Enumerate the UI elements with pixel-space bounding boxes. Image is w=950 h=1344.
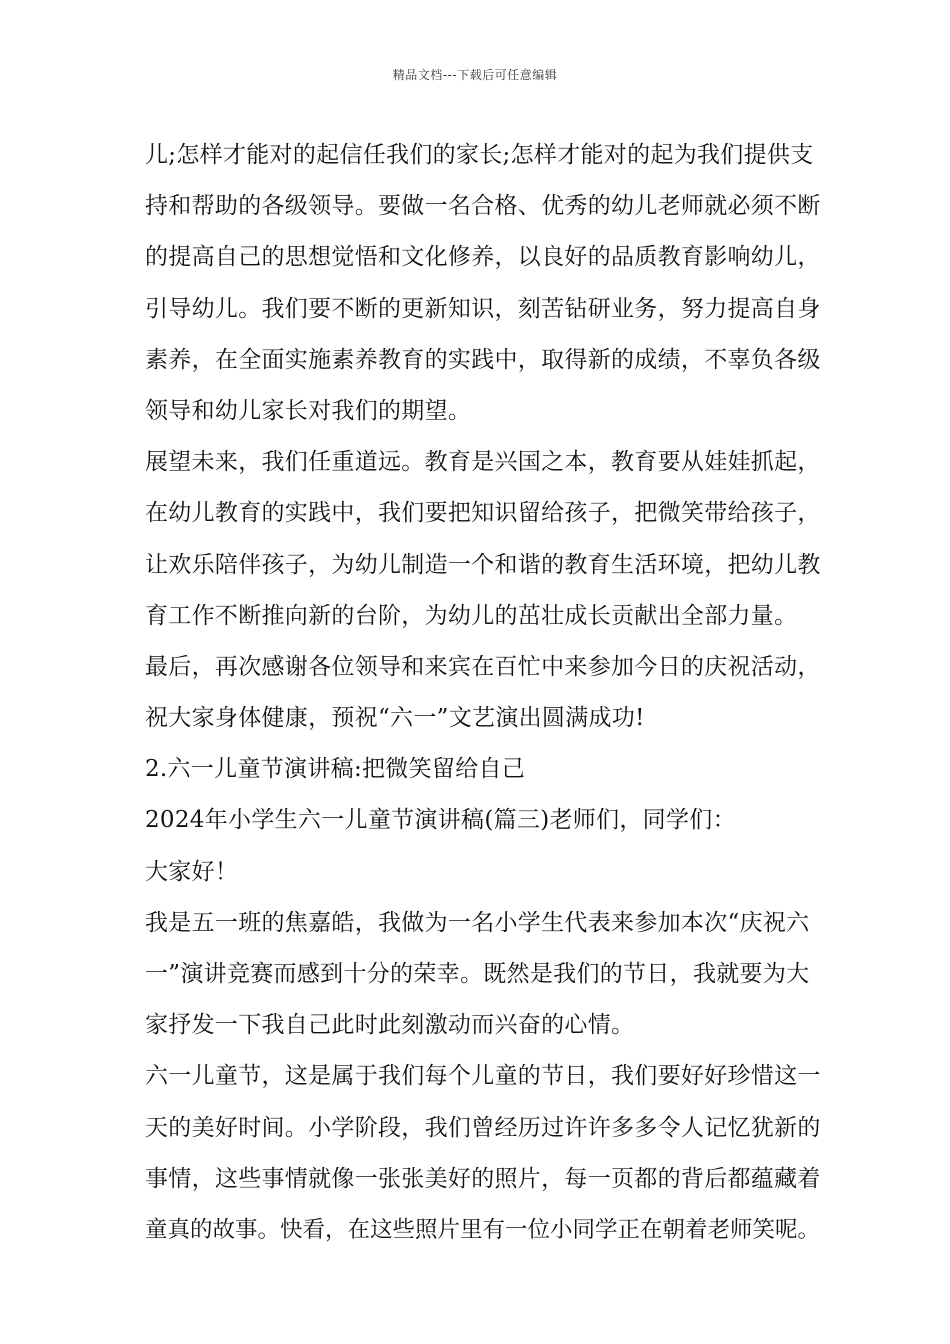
text-line: 素养，在全面实施素养教育的实践中，取得新的成绩，不辜负各级	[145, 346, 821, 373]
text-line: 祝大家身体健康，预祝“六一”文艺演出圆满成功!	[145, 705, 645, 732]
text-line: 最后，再次感谢各位领导和来宾在百忙中来参加今日的庆祝活动，	[145, 653, 821, 680]
text-line: 童真的故事。快看，在这些照片里有一位小同学正在朝着老师笑呢。	[145, 1216, 821, 1243]
text-line: 我是五一班的焦嘉皓，我做为一名小学生代表来参加本次“庆祝六	[145, 909, 810, 936]
text-line: 家抒发一下我自己此时此刻激动而兴奋的心情。	[145, 1012, 635, 1039]
text-line: 大家好！	[145, 858, 239, 885]
page-header: 精品文档---下载后可任意编辑	[392, 68, 558, 82]
text-line: 儿;怎样才能对的起信任我们的家长;怎样才能对的起为我们提供支	[145, 142, 814, 168]
document-body	[145, 130, 835, 1256]
text-line: 的提高自己的思想觉悟和文化修养，以良好的品质教育影响幼儿，	[145, 244, 821, 271]
section-heading: 2.六一儿童节演讲稿:把微笑留给自己	[145, 756, 526, 783]
text-line: 2024年小学生六一儿童节演讲稿(篇三)老师们，同学们：	[145, 807, 736, 834]
text-line: 引导幼儿。我们要不断的更新知识，刻苦钻研业务，努力提高自身	[145, 295, 821, 322]
text-line: 六一儿童节，这是属于我们每个儿童的节日，我们要好好珍惜这一	[145, 1063, 821, 1090]
text-line: 在幼儿教育的实践中，我们要把知识留给孩子，把微笑带给孩子，	[145, 500, 821, 527]
text-line: 展望未来，我们任重道远。教育是兴国之本，教育要从娃娃抓起，	[145, 449, 821, 476]
text-line: 事情，这些事情就像一张张美好的照片，每一页都的背后都蕴藏着	[145, 1165, 821, 1192]
text-line: 持和帮助的各级领导。要做一名合格、优秀的幼儿老师就必须不断	[145, 193, 821, 220]
text-line: 一”演讲竞赛而感到十分的荣幸。既然是我们的节日，我就要为大	[145, 961, 810, 987]
text-line: 育工作不断推向新的台阶，为幼儿的茁壮成长贡献出全部力量。	[145, 602, 798, 629]
text-line: 领导和幼儿家长对我们的期望。	[145, 397, 472, 424]
text-line: 让欢乐陪伴孩子，为幼儿制造一个和谐的教育生活环境，把幼儿教	[145, 551, 821, 578]
text-line: 天的美好时间。小学阶段，我们曾经历过许许多多令人记忆犹新的	[145, 1114, 821, 1141]
